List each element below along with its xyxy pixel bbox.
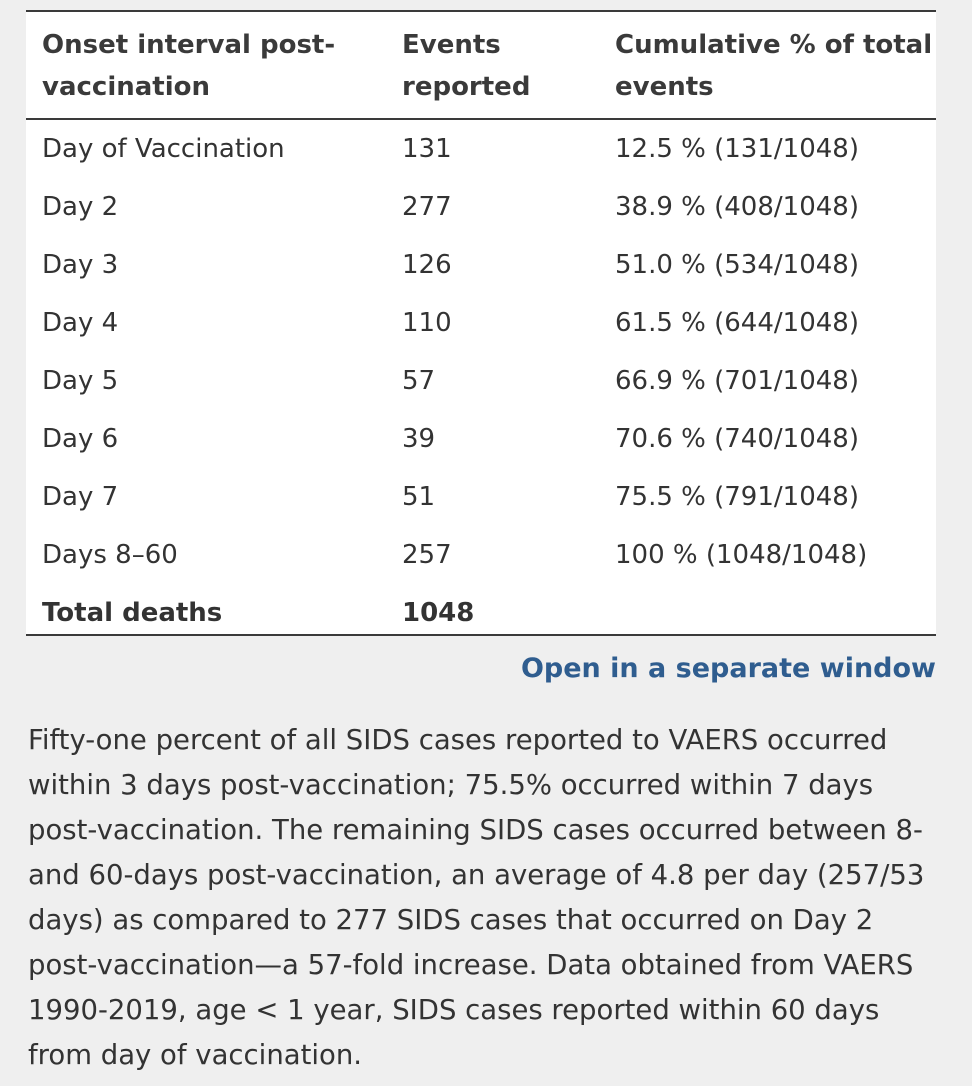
header-cumulative-percent: Cumulative % of total events	[599, 12, 936, 119]
cell-interval: Day 6	[42, 424, 119, 454]
cell-interval: Day of Vaccination	[42, 134, 285, 164]
table-row	[26, 119, 936, 178]
cell-events: 51	[402, 482, 436, 512]
table-row	[26, 236, 936, 294]
cell-interval: Day 5	[42, 366, 119, 396]
total-events: 1048	[402, 598, 475, 628]
header-row	[26, 12, 936, 119]
data-table-container	[26, 10, 936, 636]
table-row	[26, 178, 936, 236]
cell-cumulative: 100 % (1048/1048)	[615, 540, 868, 570]
cell-events: 126	[402, 250, 452, 280]
total-row	[26, 584, 936, 642]
table-row	[26, 526, 936, 584]
total-cumulative	[599, 584, 936, 642]
cell-interval: Day 4	[42, 308, 119, 338]
table-row	[26, 468, 936, 526]
cell-interval: Day 2	[42, 192, 119, 222]
cell-cumulative: 38.9 % (408/1048)	[615, 192, 859, 222]
cell-cumulative: 75.5 % (791/1048)	[615, 482, 859, 512]
header-events-reported: Events reported	[386, 12, 599, 119]
table-row	[26, 410, 936, 468]
table-body	[26, 119, 936, 642]
cell-cumulative: 12.5 % (131/1048)	[615, 134, 859, 164]
table-caption: Fifty-one percent of all SIDS cases reported to VAERS occurred within 3 days post-vaccination; 75.5% occurred within 7 days post-vaccination. The remaining SIDS cases occurred between 8- and 60-days post-vaccination, an average of 4.8 per day (257/53 days) as compared to 277 SIDS cases that occurred on Day 2 post-vaccination—a 57-fold increase. Data obtained from VAERS 1990-2019, age < 1 year, SIDS cases reported within 60 days from day of vaccination.	[28, 724, 925, 1071]
total-label: Total deaths	[42, 598, 223, 628]
cell-cumulative: 51.0 % (534/1048)	[615, 250, 859, 280]
cell-events: 257	[402, 540, 452, 570]
cell-interval: Day 7	[42, 482, 119, 512]
cell-interval: Day 3	[42, 250, 119, 280]
cell-cumulative: 70.6 % (740/1048)	[615, 424, 859, 454]
cell-events: 39	[402, 424, 436, 454]
onset-interval-table	[26, 12, 936, 642]
open-in-separate-window-link[interactable]: Open in a separate window	[520, 653, 936, 684]
cell-interval: Days 8–60	[42, 540, 178, 570]
cell-cumulative: 61.5 % (644/1048)	[615, 308, 859, 338]
table-row	[26, 352, 936, 410]
cell-events: 57	[402, 366, 436, 396]
table-header	[26, 12, 936, 119]
cell-events: 277	[402, 192, 452, 222]
header-onset-interval: Onset interval post-vaccination	[26, 12, 386, 119]
cell-events: 131	[402, 134, 452, 164]
cell-events: 110	[402, 308, 452, 338]
cell-cumulative: 66.9 % (701/1048)	[615, 366, 859, 396]
table-row	[26, 294, 936, 352]
